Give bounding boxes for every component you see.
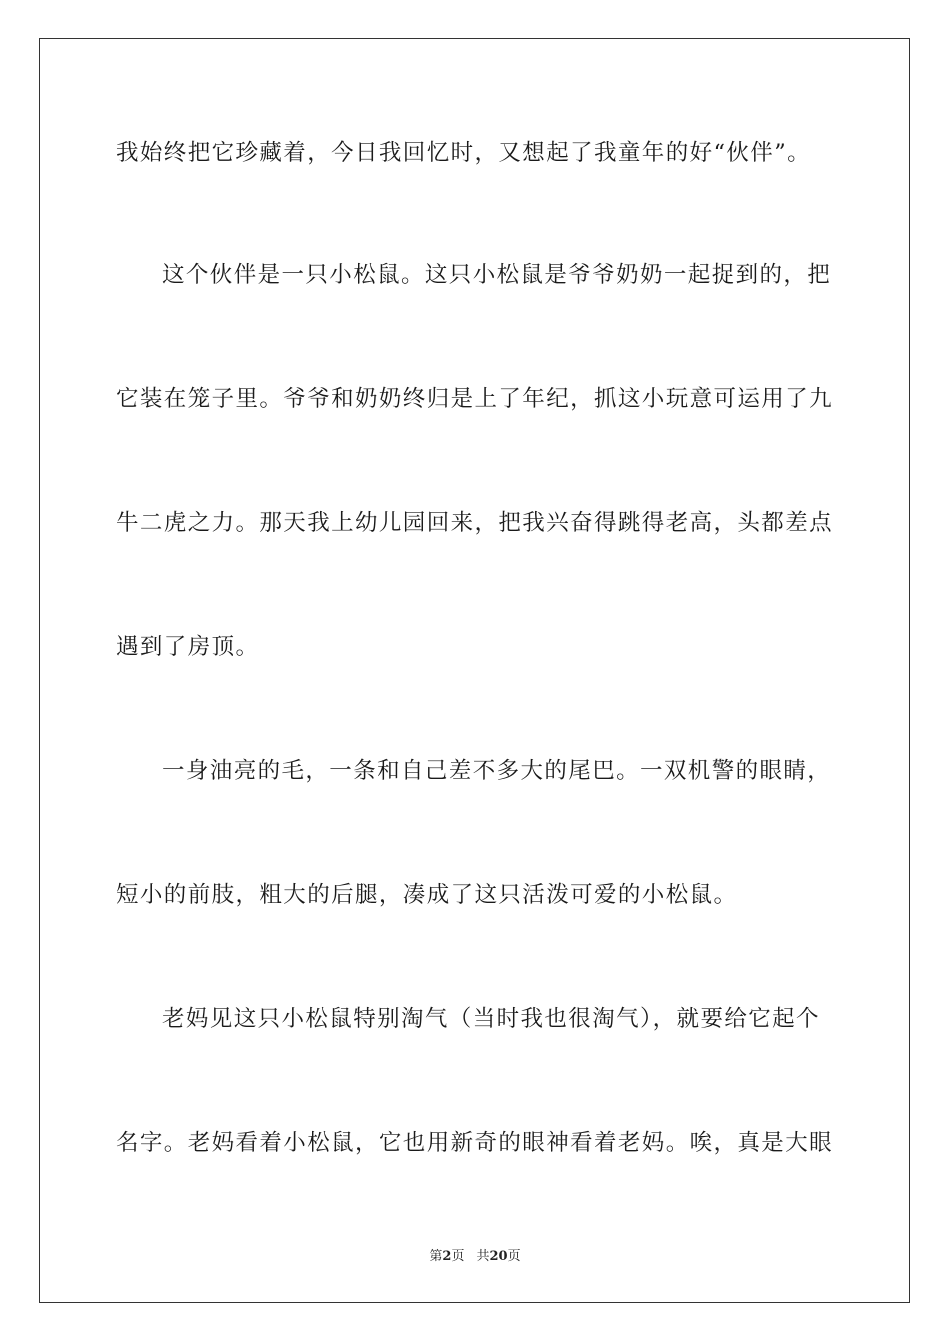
total-pages: 20 bbox=[489, 1249, 508, 1264]
total-suffix: 页 bbox=[507, 1249, 521, 1264]
page-suffix: 页 bbox=[451, 1249, 465, 1264]
page-border bbox=[39, 38, 910, 1303]
page-number: 2 bbox=[442, 1249, 452, 1264]
paragraph-line: 这个伙伴是一只小松鼠。这只小松鼠是爷爷奶奶一起捉到的，把 bbox=[162, 262, 832, 288]
paragraph-line: 遇到了房顶。 bbox=[116, 634, 260, 660]
total-prefix: 共 bbox=[476, 1249, 490, 1264]
page-footer bbox=[0, 1248, 950, 1266]
paragraph-line: 名字。老妈看着小松鼠，它也用新奇的眼神看着老妈。唉，真是大眼 bbox=[116, 1130, 834, 1156]
page-prefix: 第 bbox=[429, 1249, 443, 1264]
paragraph-line: 一身油亮的毛，一条和自己差不多大的尾巴。一双机警的眼睛， bbox=[162, 758, 832, 784]
paragraph-line: 牛二虎之力。那天我上幼儿园回来，把我兴奋得跳得老高，头都差点 bbox=[116, 510, 834, 536]
paragraph-line: 它装在笼子里。爷爷和奶奶终归是上了年纪，抓这小玩意可运用了九 bbox=[116, 386, 834, 412]
paragraph-line: 我始终把它珍藏着，今日我回忆时，又想起了我童年的好“伙伴”。 bbox=[116, 140, 812, 166]
paragraph-line: 短小的前肢，粗大的后腿，凑成了这只活泼可爱的小松鼠。 bbox=[116, 882, 738, 908]
paragraph-line: 老妈见这只小松鼠特别淘气（当时我也很淘气），就要给它起个 bbox=[162, 1006, 820, 1032]
